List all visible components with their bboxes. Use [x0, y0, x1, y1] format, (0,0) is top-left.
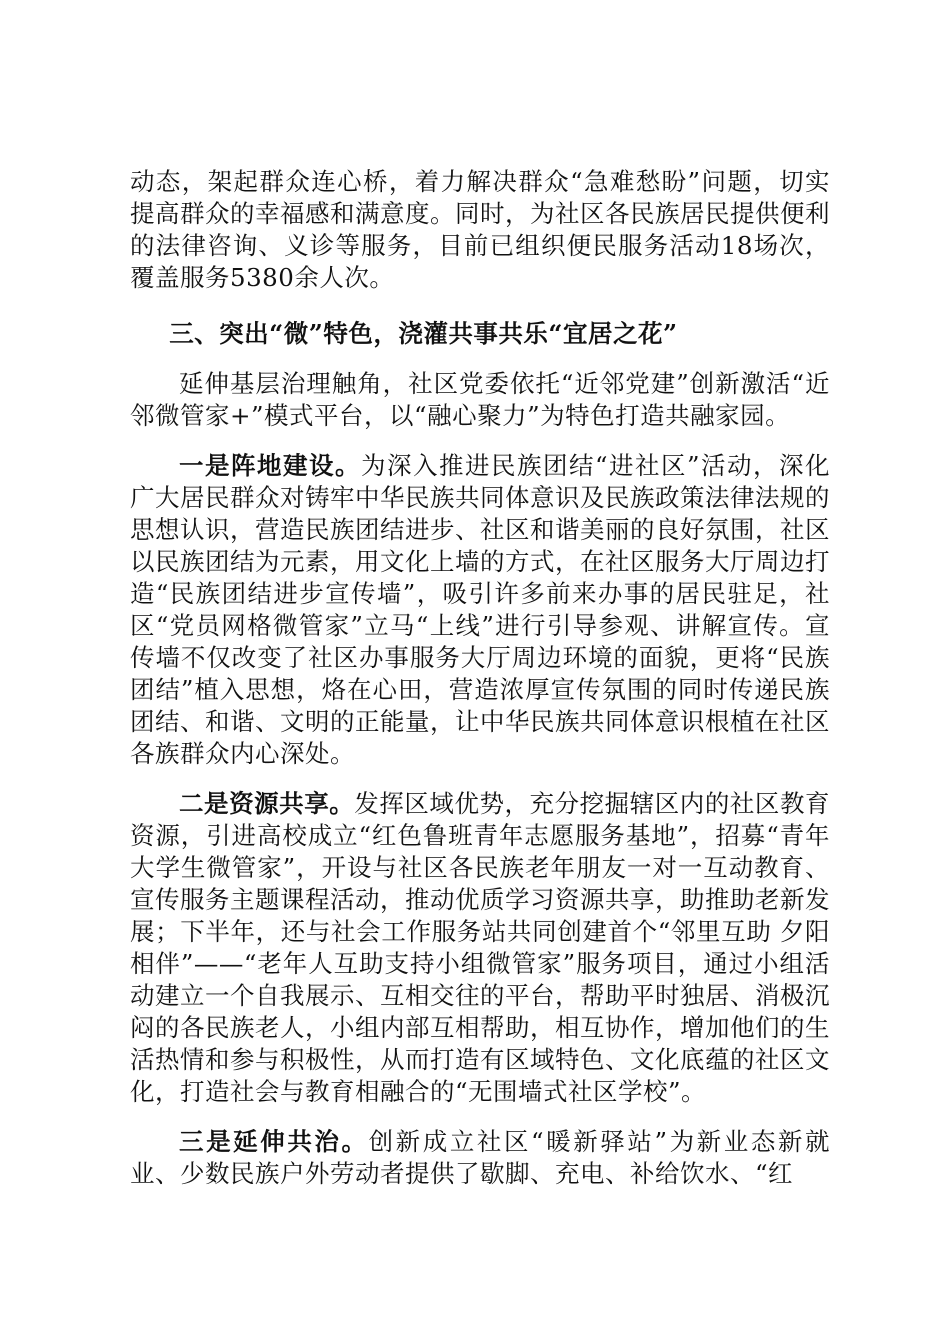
- paragraph-position-building: [130, 450, 830, 770]
- section-heading: [130, 318, 830, 350]
- paragraph-text: 创新成立社区“暖新驿站”为新业态新就业、少数民族户外劳动者提供了歇脚、充电、补给饮水、“红: [130, 1127, 830, 1188]
- paragraph-text: 发挥区域优势，充分挖掘辖区内的社区教育资源，引进高校成立“红色鲁班青年志愿服务基地”，招募“青年大学生微管家”，开设与社区各民族老年朋友一对一互动教育、宣传服务主题课程活动，推动优质学习资源共享，助推助老新发展；下半年，还与社会工作服务站共同创建首个“邻里互助 夕阳相伴”——“老年人互助支持小组微管家”服务项目，通过小组活动建立一个自我展示、互相交往的平台，帮助平时独居、消极沉闷的各民族老人，小组内部互相帮助，相互协作，增加他们的生活热情和参与积极性，从而打造有区域特色、文化底蕴的社区文化，打造社会与教育相融合的“无围墙式社区学校”。: [130, 789, 830, 1106]
- paragraph-resource-sharing: [130, 788, 830, 1108]
- paragraph-co-governance: [130, 1126, 830, 1190]
- paragraph-continuation: [130, 166, 830, 294]
- paragraph-intro: [130, 368, 830, 432]
- paragraph-lead: 三是延伸共治。: [179, 1127, 369, 1156]
- document-page: [130, 166, 830, 1190]
- paragraph-text: 动态，架起群众连心桥，着力解决群众“急难愁盼”问题，切实提高群众的幸福感和满意度。同时，为社区各民族居民提供便利的法律咨询、义诊等服务，目前已组织便民服务活动18场次，覆盖服务5380余人次。: [130, 167, 830, 292]
- heading-text: 三、突出“微”特色，浇灌共事共乐“宜居之花”: [169, 319, 678, 348]
- paragraph-text: 为深入推进民族团结“进社区”活动，深化广大居民群众对铸牢中华民族共同体意识及民族政策法律法规的思想认识，营造民族团结进步、社区和谐美丽的良好氛围，社区以民族团结为元素，用文化上墙的方式，在社区服务大厅周边打造“民族团结进步宣传墙”，吸引许多前来办事的居民驻足，社区“党员网格微管家”立马“上线”进行引导参观、讲解宣传。宣传墙不仅改变了社区办事服务大厅周边环境的面貌，更将“民族团结”植入思想，烙在心田，营造浓厚宣传氛围的同时传递民族团结、和谐、文明的正能量，让中华民族共同体意识根植在社区各族群众内心深处。: [130, 451, 830, 768]
- paragraph-lead: 一是阵地建设。: [179, 451, 361, 480]
- paragraph-lead: 二是资源共享。: [179, 789, 355, 818]
- paragraph-text: 延伸基层治理触角，社区党委依托“近邻党建”创新激活“近邻微管家+”模式平台，以“融心聚力”为特色打造共融家园。: [130, 369, 830, 430]
